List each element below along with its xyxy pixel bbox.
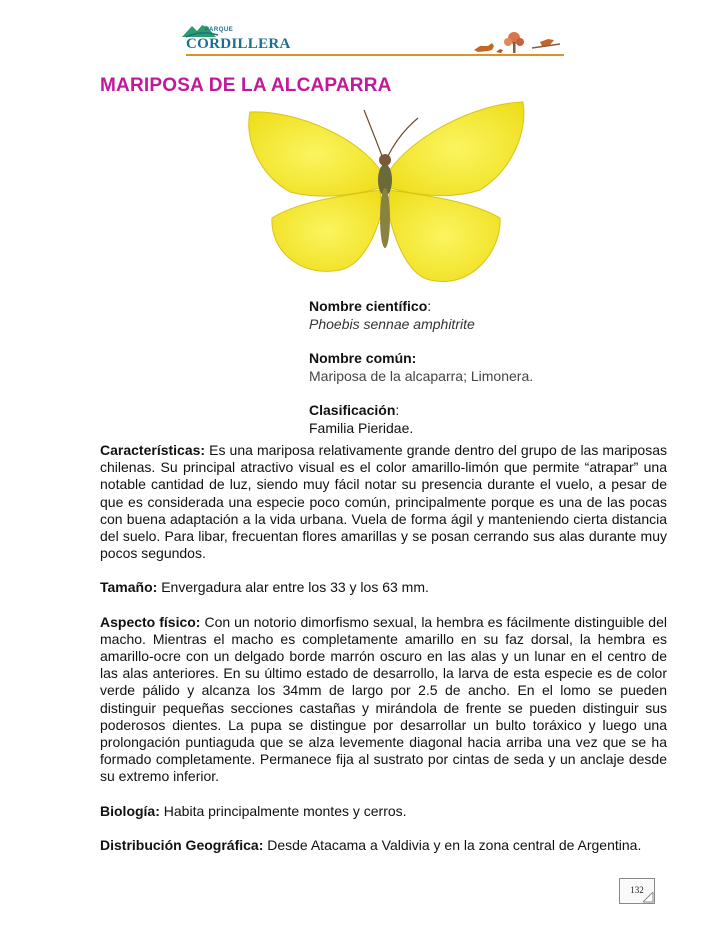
common-name-value: Mariposa de la alcaparra; Limonera. <box>309 368 534 384</box>
logo-top-text: PARQUE <box>205 27 234 33</box>
section-label: Aspecto físico: <box>100 613 201 630</box>
classification-value: Familia Pieridae. <box>309 420 414 436</box>
section-label: Tamaño: <box>100 579 158 596</box>
fauna-decoration-icon <box>470 26 564 58</box>
size-paragraph <box>100 579 667 596</box>
scientific-name-block <box>309 297 669 333</box>
section-label: Características: <box>100 442 206 458</box>
scientific-name-colon: : <box>427 298 432 314</box>
section-label: Biología: <box>100 802 160 819</box>
section-label: Distribución Geográfica: <box>100 836 264 853</box>
logo-main-text: CORDILLERA <box>186 36 291 52</box>
section-text: Envergadura alar entre los 33 y los 63 mm. <box>157 579 429 596</box>
butterfly-image <box>240 100 530 295</box>
scientific-name-value: Phoebis sennae amphitrite <box>309 316 475 332</box>
scientific-name-label: Nombre científico <box>309 298 428 314</box>
section-text: Desde Atacama a Valdivia y en la zona central de Argentina. <box>263 836 642 853</box>
species-facts <box>309 297 669 453</box>
page-curl-icon <box>643 892 654 903</box>
page-title: MARIPOSA DE LA ALCAPARRA <box>100 75 392 96</box>
common-name-label: Nombre común: <box>309 350 417 366</box>
description-body <box>100 442 667 871</box>
classification-colon: : <box>395 402 400 418</box>
classification-block <box>309 401 669 437</box>
characteristics-paragraph <box>100 442 667 562</box>
common-name-block <box>309 349 669 385</box>
appearance-paragraph <box>100 614 667 786</box>
page-header <box>0 0 720 70</box>
classification-label: Clasificación <box>309 402 396 418</box>
page-number: 132 <box>619 878 655 904</box>
section-text: Es una mariposa relativamente grande dentro del grupo de las mariposas chilenas. Su principal atractivo visual es el color amarillo-limón que permite “atrapar” una notable cantidad de luz, siendo muy fácil notar su presencia durante el vuelo, a pesar de que es considerada una especie poco común, principalmente porque es una de las pocas con buena adaptación a la vida urbana. Vuela de forma ágil y manteniendo cierta distancia del suelo. Para libar, frecuentan flores amarillas y se posan cerrando sus alas durante muy pocos segundos. <box>100 442 667 562</box>
section-text: Habita principalmente montes y cerros. <box>159 802 407 819</box>
section-text: Con un notorio dimorfismo sexual, la hembra es fácilmente distinguible del macho. Mientras el macho es completamente amarillo en su faz dorsal, la hembra es amarillo-ocre con un delgado borde marrón oscuro en las alas y un lunar en el centro de las alas anteriores. En su último estado de desarrollo, la larva de esta especie es de color verde pálido y alcanza los 34mm de largo por 2.5 de ancho. En el lomo se pueden distinguir pequeñas secciones castañas y mirándola de frente se pueden distinguir sus poderosos dientes. La pupa se distingue por desarrollar un bulto toráxico y luego una prolongación puntiaguda que se alza levemente diagonal hacia arriba una vez que se ha formado completamente. Permanece fija al sustrato por cintas de seda y un anclaje desde su extremo inferior. <box>100 613 667 785</box>
biology-paragraph <box>100 803 667 820</box>
distribution-paragraph <box>100 837 667 854</box>
